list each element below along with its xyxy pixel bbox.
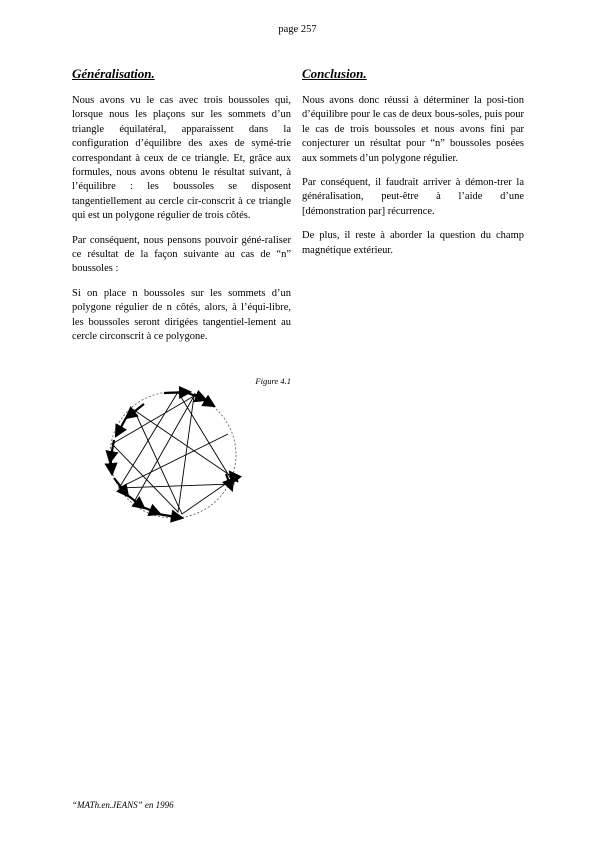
left-column [72,64,291,355]
compass-needle-5 [116,418,126,436]
right-paragraph-3: De plus, il reste à aborder la question du champ magnétique extérieur. [302,230,524,256]
compass-diagram [98,382,248,528]
left-paragraph-3: Si on place n boussoles sur les sommets d’un polygone régulier de n côtés, alors, à l’équi-libre, les boussoles seront dirigées tangentiel-lement au cercle circonscrit à ce polygone. [72,287,291,343]
left-paragraph-2: Par conséquent, nous pensons pouvoir géné-raliser ce résultat de la façon suivante au cas de “n” boussoles : [72,234,291,275]
circumscribed-circle [110,392,236,518]
figure-label: Figure 4.1 [255,376,291,386]
left-paragraph-1: Nous avons vu le cas avec trois boussoles qui, lorsque nous les plaçons sur les sommets d’un triangle équilatéral, apparaissent dans la configuration d’équilibre des axes de symé-trie correspondant à ceux de ce triangle. Et, grâce aux formules, nous avons obtenu le résultat suivant, à l’équilibre : les boussoles se disposent tangentiellement au cercle cir-conscrit à ce triangle qui est un polygone régulier de trois côtés. [72,95,291,222]
triangle-2 [134,410,234,514]
compass-needle-4 [126,404,144,418]
figure-compass-diagram [98,382,248,528]
left-heading: Généralisation. [72,66,155,81]
compass-needle-11 [158,514,182,518]
right-paragraph-2: Par conséquent, il faudrait arriver à démon-trer la généralisation, peut-être à l’aide d’une [démonstration par] récurrence. [302,177,524,217]
compass-needle-13 [230,472,238,482]
right-paragraph-1: Nous avons donc réussi à déterminer la posi-tion d’équilibre pour le cas de deux bous-soles, puis pour le cas de trois boussoles et nous avons fini par conjecturer un résultat pour “n” boussoles posées aux sommets d’un polygone régulier. [302,95,524,164]
footer: “MATh.en.JEANS” en 1996 [72,800,174,810]
right-heading: Conclusion. [302,66,367,81]
compass-needle-8 [114,478,128,496]
triangle-3 [112,396,194,512]
compass-needle-3 [194,394,214,406]
right-column [302,64,524,268]
page-number: page 257 [278,24,317,35]
compass-needle-10 [140,506,160,514]
